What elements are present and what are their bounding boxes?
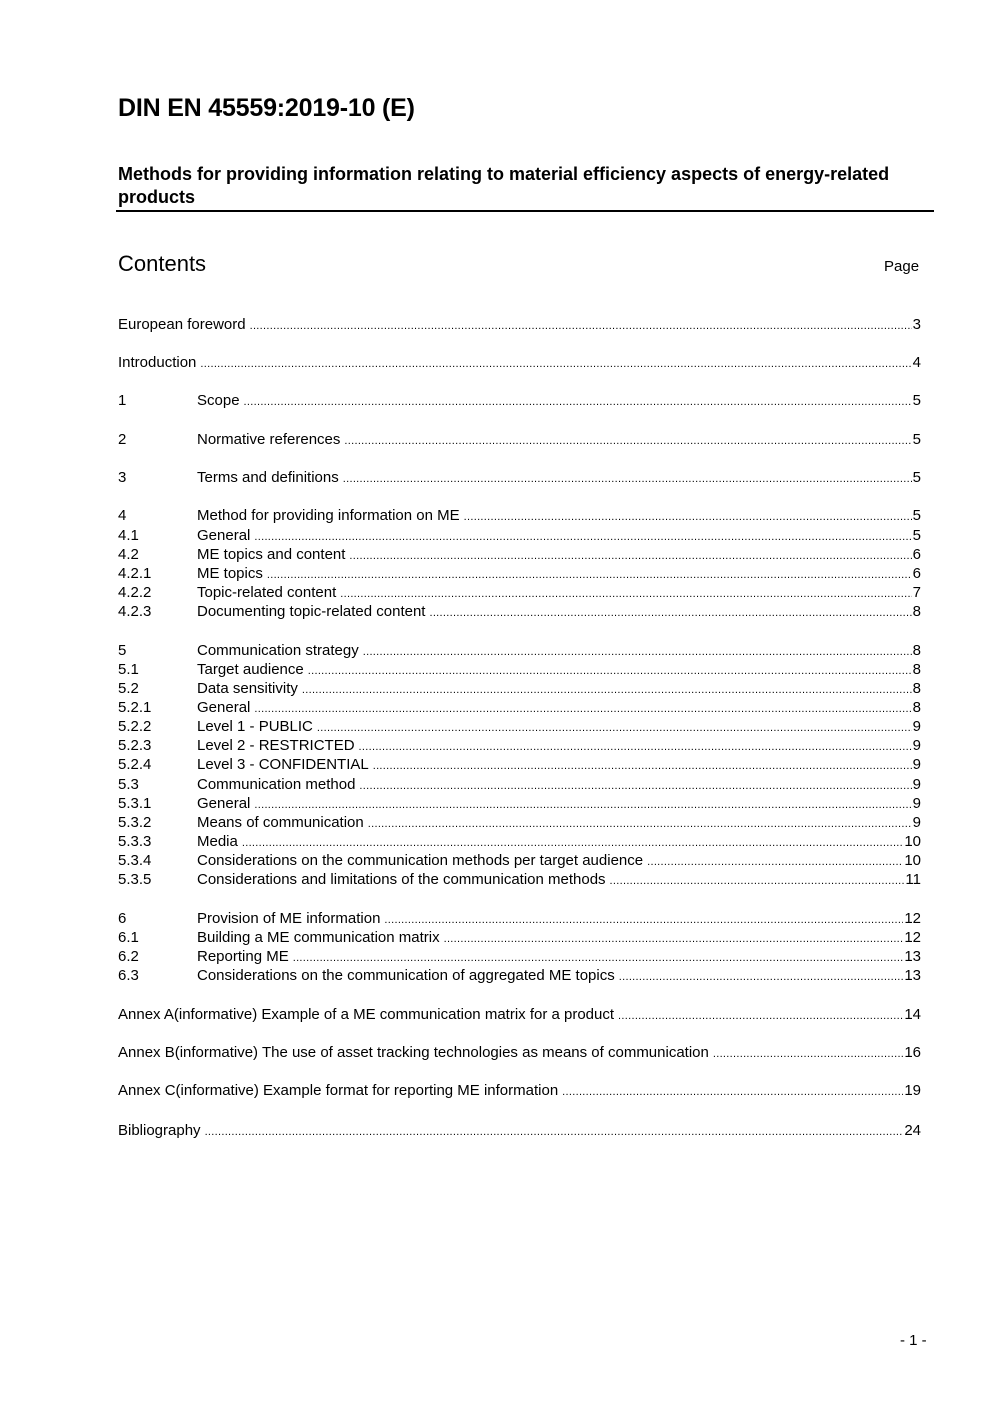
toc-entry[interactable] [118, 1081, 921, 1100]
toc-entry[interactable] [118, 641, 921, 660]
contents-heading: Contents [118, 251, 207, 276]
toc-entry-page: 8 [912, 680, 921, 697]
toc-entry-page: 16 [904, 1044, 921, 1061]
toc-entry-number: 3 [118, 469, 127, 486]
toc-entry-number: 5.2.4 [118, 756, 152, 773]
toc-dot-leader [343, 470, 912, 489]
toc-entry[interactable] [118, 851, 921, 870]
toc-entry-title: Level 3 - CONFIDENTIAL [197, 756, 369, 773]
toc-entry-number: 4.1 [118, 527, 139, 544]
toc-entry-page: 24 [904, 1122, 921, 1139]
toc-entry-page: 4 [912, 354, 921, 371]
toc-entry[interactable] [118, 679, 921, 698]
toc-entry[interactable] [118, 909, 921, 928]
toc-entry-title: Annex B(informative) The use of asset tracking technologies as means of communication [118, 1044, 709, 1061]
toc-entry[interactable] [118, 468, 921, 487]
toc-entry-title: Introduction [118, 354, 197, 371]
toc-entry[interactable] [118, 966, 921, 985]
toc-entry-page: 10 [904, 852, 921, 869]
toc-entry[interactable] [118, 506, 921, 525]
toc-entry-title: Communication method [197, 776, 356, 793]
toc-dot-leader [205, 1123, 904, 1142]
toc-entry-number: 6 [118, 910, 127, 927]
toc-entry-number: 5.2.3 [118, 737, 152, 754]
toc-entry-page: 11 [905, 871, 921, 888]
toc-entry-page: 9 [912, 776, 921, 793]
toc-entry[interactable] [118, 1121, 921, 1140]
toc-entry-title: ME topics and content [197, 546, 346, 563]
toc-entry-title: Normative references [197, 431, 341, 448]
toc-entry-number: 5.3.5 [118, 871, 152, 888]
toc-dot-leader [618, 1007, 903, 1026]
toc-entry-page: 8 [912, 661, 921, 678]
toc-entry[interactable] [118, 545, 921, 564]
toc-entry-title: Scope [197, 392, 240, 409]
toc-entry-number: 5.3.4 [118, 852, 152, 869]
toc-entry-number: 5.3.2 [118, 814, 152, 831]
toc-entry-title: Considerations on the communication methods per target audience [197, 852, 644, 869]
toc-entry-page: 9 [912, 718, 921, 735]
toc-entry-title: General [197, 699, 251, 716]
toc-entry[interactable] [118, 1043, 921, 1062]
toc-entry-page: 8 [912, 603, 921, 620]
toc-entry-number: 5.3 [118, 776, 139, 793]
toc-entry-page: 5 [912, 392, 921, 409]
toc-entry-number: 6.1 [118, 929, 139, 946]
toc-entry[interactable] [118, 947, 921, 966]
toc-entry-title: Building a ME communication matrix [197, 929, 440, 946]
toc-dot-leader [610, 872, 905, 891]
toc-entry-title: Provision of ME information [197, 910, 381, 927]
toc-entry[interactable] [118, 583, 921, 602]
toc-entry-title: Method for providing information on ME [197, 507, 460, 524]
toc-entry-page: 13 [904, 948, 921, 965]
toc-entry-page: 12 [904, 910, 921, 927]
toc-entry[interactable] [118, 755, 921, 774]
toc-entry-number: 6.3 [118, 967, 139, 984]
toc-entry-number: 5.3.1 [118, 795, 152, 812]
toc-entry-page: 12 [904, 929, 921, 946]
toc-entry-number: 6.2 [118, 948, 139, 965]
toc-entry-page: 9 [912, 795, 921, 812]
toc-entry-page: 19 [904, 1082, 921, 1099]
toc-entry-page: 9 [912, 737, 921, 754]
toc-entry-number: 4.2.2 [118, 584, 152, 601]
toc-entry-number: 5.1 [118, 661, 139, 678]
toc-entry-number: 5.2.1 [118, 699, 152, 716]
toc-dot-leader [344, 432, 911, 451]
toc-entry[interactable] [118, 813, 921, 832]
toc-entry-page: 5 [912, 469, 921, 486]
toc-entry[interactable] [118, 775, 921, 794]
toc-entry-page: 5 [912, 527, 921, 544]
toc-entry-page: 9 [912, 814, 921, 831]
toc-entry-title: General [197, 795, 251, 812]
toc-entry[interactable] [118, 660, 921, 679]
toc-dot-leader [562, 1083, 903, 1102]
toc-dot-leader [200, 355, 911, 374]
toc-entry-page: 5 [912, 431, 921, 448]
toc-entry-title: Data sensitivity [197, 680, 298, 697]
toc-dot-leader [244, 393, 912, 412]
toc-entry-number: 4.2 [118, 546, 139, 563]
toc-entry-title: Level 2 - RESTRICTED [197, 737, 355, 754]
toc-entry-number: 5 [118, 642, 127, 659]
toc-entry-title: Means of communication [197, 814, 364, 831]
toc-entry[interactable] [118, 602, 921, 621]
toc-entry-number: 5.3.3 [118, 833, 152, 850]
toc-dot-leader [619, 968, 904, 987]
toc-dot-leader [464, 508, 912, 527]
toc-entry[interactable] [118, 698, 921, 717]
document-id: DIN EN 45559:2019-10 (E) [118, 94, 415, 122]
toc-entry-title: Annex C(informative) Example format for reporting ME information [118, 1082, 559, 1099]
toc-dot-leader [373, 757, 912, 776]
toc-entry-page: 10 [904, 833, 921, 850]
toc-entry-title: Communication strategy [197, 642, 359, 659]
toc-entry-number: 2 [118, 431, 127, 448]
toc-entry[interactable] [118, 526, 921, 545]
toc-dot-leader [250, 317, 912, 336]
toc-entry-title: General [197, 527, 251, 544]
toc-entry-page: 3 [912, 316, 921, 333]
toc-entry-title: Terms and definitions [197, 469, 339, 486]
toc-entry[interactable] [118, 353, 921, 372]
toc-entry[interactable] [118, 717, 921, 736]
toc-entry-title: Bibliography [118, 1122, 201, 1139]
toc-entry-number: 5.2.2 [118, 718, 152, 735]
toc-entry[interactable] [118, 928, 921, 947]
toc-entry-title: Considerations and limitations of the communication methods [197, 871, 606, 888]
toc-entry[interactable] [118, 315, 921, 334]
toc-entry-page: 6 [912, 565, 921, 582]
toc-entry-title: Reporting ME [197, 948, 289, 965]
toc-entry-page: 6 [912, 546, 921, 563]
toc-entry-number: 1 [118, 392, 127, 409]
toc-entry[interactable] [118, 564, 921, 583]
toc-entry-title: European foreword [118, 316, 246, 333]
toc-entry-title: Considerations on the communication of aggregated ME topics [197, 967, 615, 984]
toc-entry[interactable] [118, 736, 921, 755]
toc-entry-number: 4 [118, 507, 127, 524]
toc-entry[interactable] [118, 430, 921, 449]
toc-dot-leader [713, 1045, 903, 1064]
toc-entry[interactable] [118, 794, 921, 813]
toc-entry-title: Documenting topic-related content [197, 603, 426, 620]
toc-entry-page: 7 [912, 584, 921, 601]
toc-dot-leader [429, 604, 911, 623]
toc-entry-page: 5 [912, 507, 921, 524]
toc-entry-number: 4.2.1 [118, 565, 152, 582]
toc-entry-title: Level 1 - PUBLIC [197, 718, 313, 735]
footer-page-number: - 1 - [900, 1332, 927, 1349]
page-column-label: Page [884, 258, 920, 275]
toc-entry-page: 8 [912, 699, 921, 716]
toc-entry-page: 13 [904, 967, 921, 984]
document-title: Methods for providing information relating to material efficiency aspects of energy-related products [118, 164, 890, 207]
toc-entry[interactable] [118, 1005, 921, 1024]
toc-entry[interactable] [118, 870, 921, 889]
toc-entry-title: Annex A(informative) Example of a ME communication matrix for a product [118, 1006, 615, 1023]
toc-entry-number: 5.2 [118, 680, 139, 697]
toc-entry-number: 4.2.3 [118, 603, 152, 620]
toc-entry[interactable] [118, 391, 921, 410]
toc-entry-title: Media [197, 833, 238, 850]
toc-entry-title: ME topics [197, 565, 263, 582]
toc-entry-page: 14 [904, 1006, 921, 1023]
toc-entry[interactable] [118, 832, 921, 851]
toc-entry-title: Target audience [197, 661, 304, 678]
toc-entry-page: 8 [912, 642, 921, 659]
toc-entry-title: Topic-related content [197, 584, 337, 601]
toc-entry-page: 9 [912, 756, 921, 773]
